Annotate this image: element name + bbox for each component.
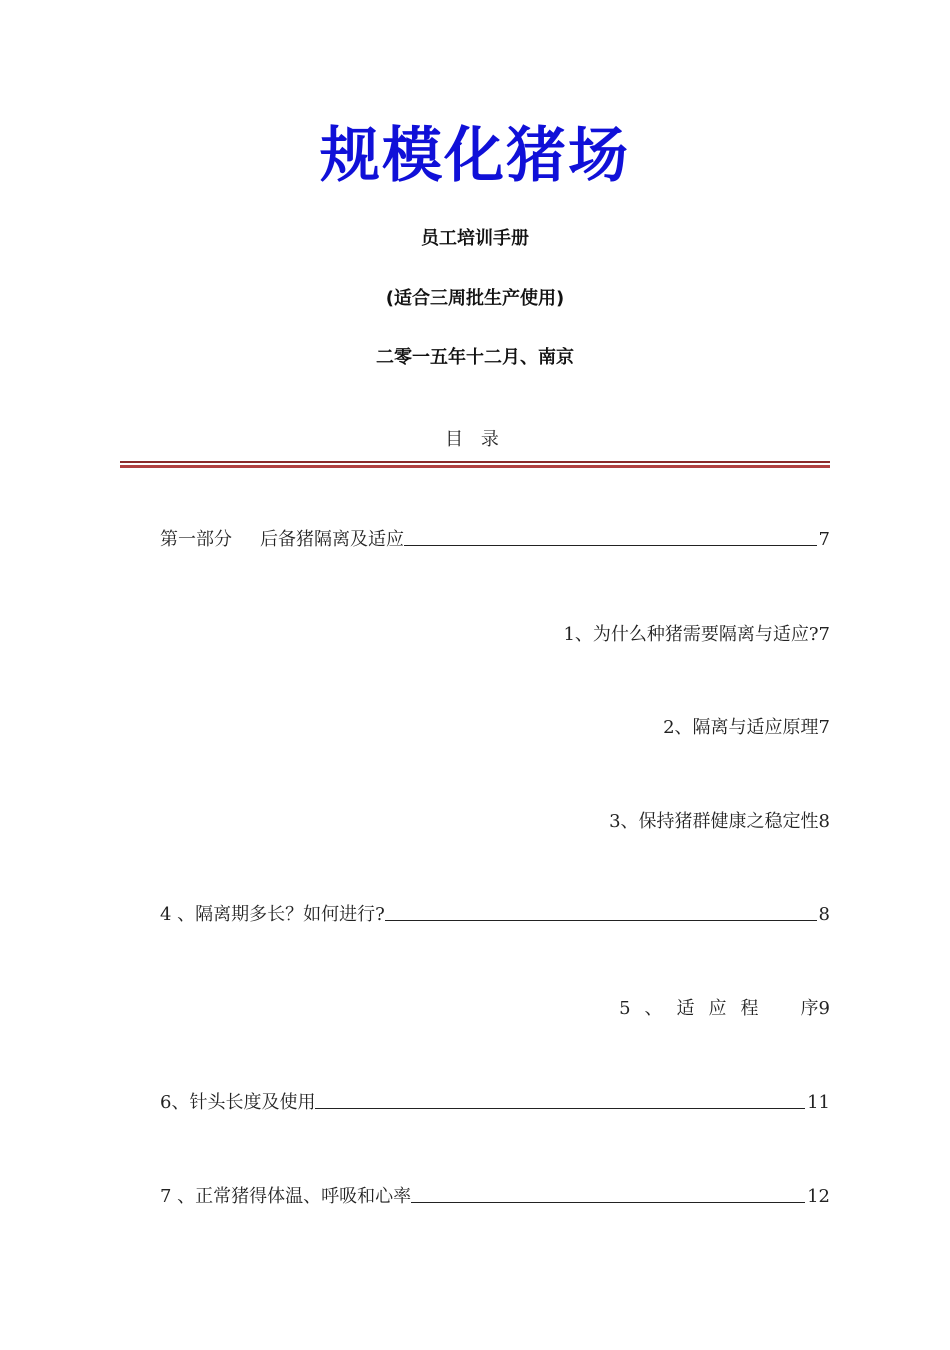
toc-entry-label: 1、为什么种猪需要隔离与适应? [563, 624, 819, 645]
toc-entry-3[interactable] [160, 807, 830, 833]
toc-entry-label: 后备猪隔离及适应 [260, 529, 404, 550]
toc-leader-line [385, 919, 817, 921]
toc-entry-2[interactable] [160, 713, 830, 739]
document-subtitle: 员工培训手册 [421, 228, 529, 249]
toc-entry-label-tail: 序 [800, 998, 819, 1019]
document-title: 规模化猪场 [320, 121, 630, 191]
toc-heading: 目 录 [445, 429, 505, 450]
toc-entry-4[interactable] [160, 900, 830, 926]
toc-entry-label: 2、隔离与适应原理 [663, 717, 819, 738]
toc-entry-page: 7 [818, 624, 830, 645]
toc-entry-label: 3、保持猪群健康之稳定性 [609, 811, 819, 832]
toc-entry-6[interactable] [160, 1088, 830, 1114]
toc-entry-label: 7 、正常猪得体温、呼吸和心率 [160, 1186, 412, 1207]
toc-entry-label: 6、针头长度及使用 [160, 1092, 316, 1113]
toc-entry-part-label: 第一部分 [160, 529, 232, 550]
toc-entry-page: 7 [818, 717, 830, 738]
toc-entry-7[interactable] [160, 1182, 830, 1208]
divider-line-thick [120, 465, 830, 468]
date-place: 二零一五年十二月、南京 [376, 347, 574, 368]
toc-entry-page: 8 [818, 904, 830, 925]
toc-entry-page: 9 [818, 998, 830, 1019]
toc-entry-part-1[interactable] [160, 525, 830, 551]
toc-entry-page: 8 [818, 811, 830, 832]
toc-leader-line [404, 544, 817, 546]
toc-entry-label: 4 、隔离期多长？如何进行? [160, 904, 385, 925]
toc-entry-page: 7 [818, 529, 830, 550]
toc-leader-line [315, 1107, 805, 1109]
toc-entry-page: 11 [807, 1092, 830, 1113]
usage-note: (适合三周批生产使用) [385, 288, 565, 309]
toc-leader-line [411, 1201, 805, 1203]
divider-line [120, 461, 830, 463]
toc-entry-5[interactable] [160, 994, 830, 1020]
toc-entry-1[interactable] [160, 620, 830, 646]
toc-entry-label: 5、适应程 [619, 998, 773, 1019]
toc-entry-page: 12 [807, 1186, 830, 1207]
